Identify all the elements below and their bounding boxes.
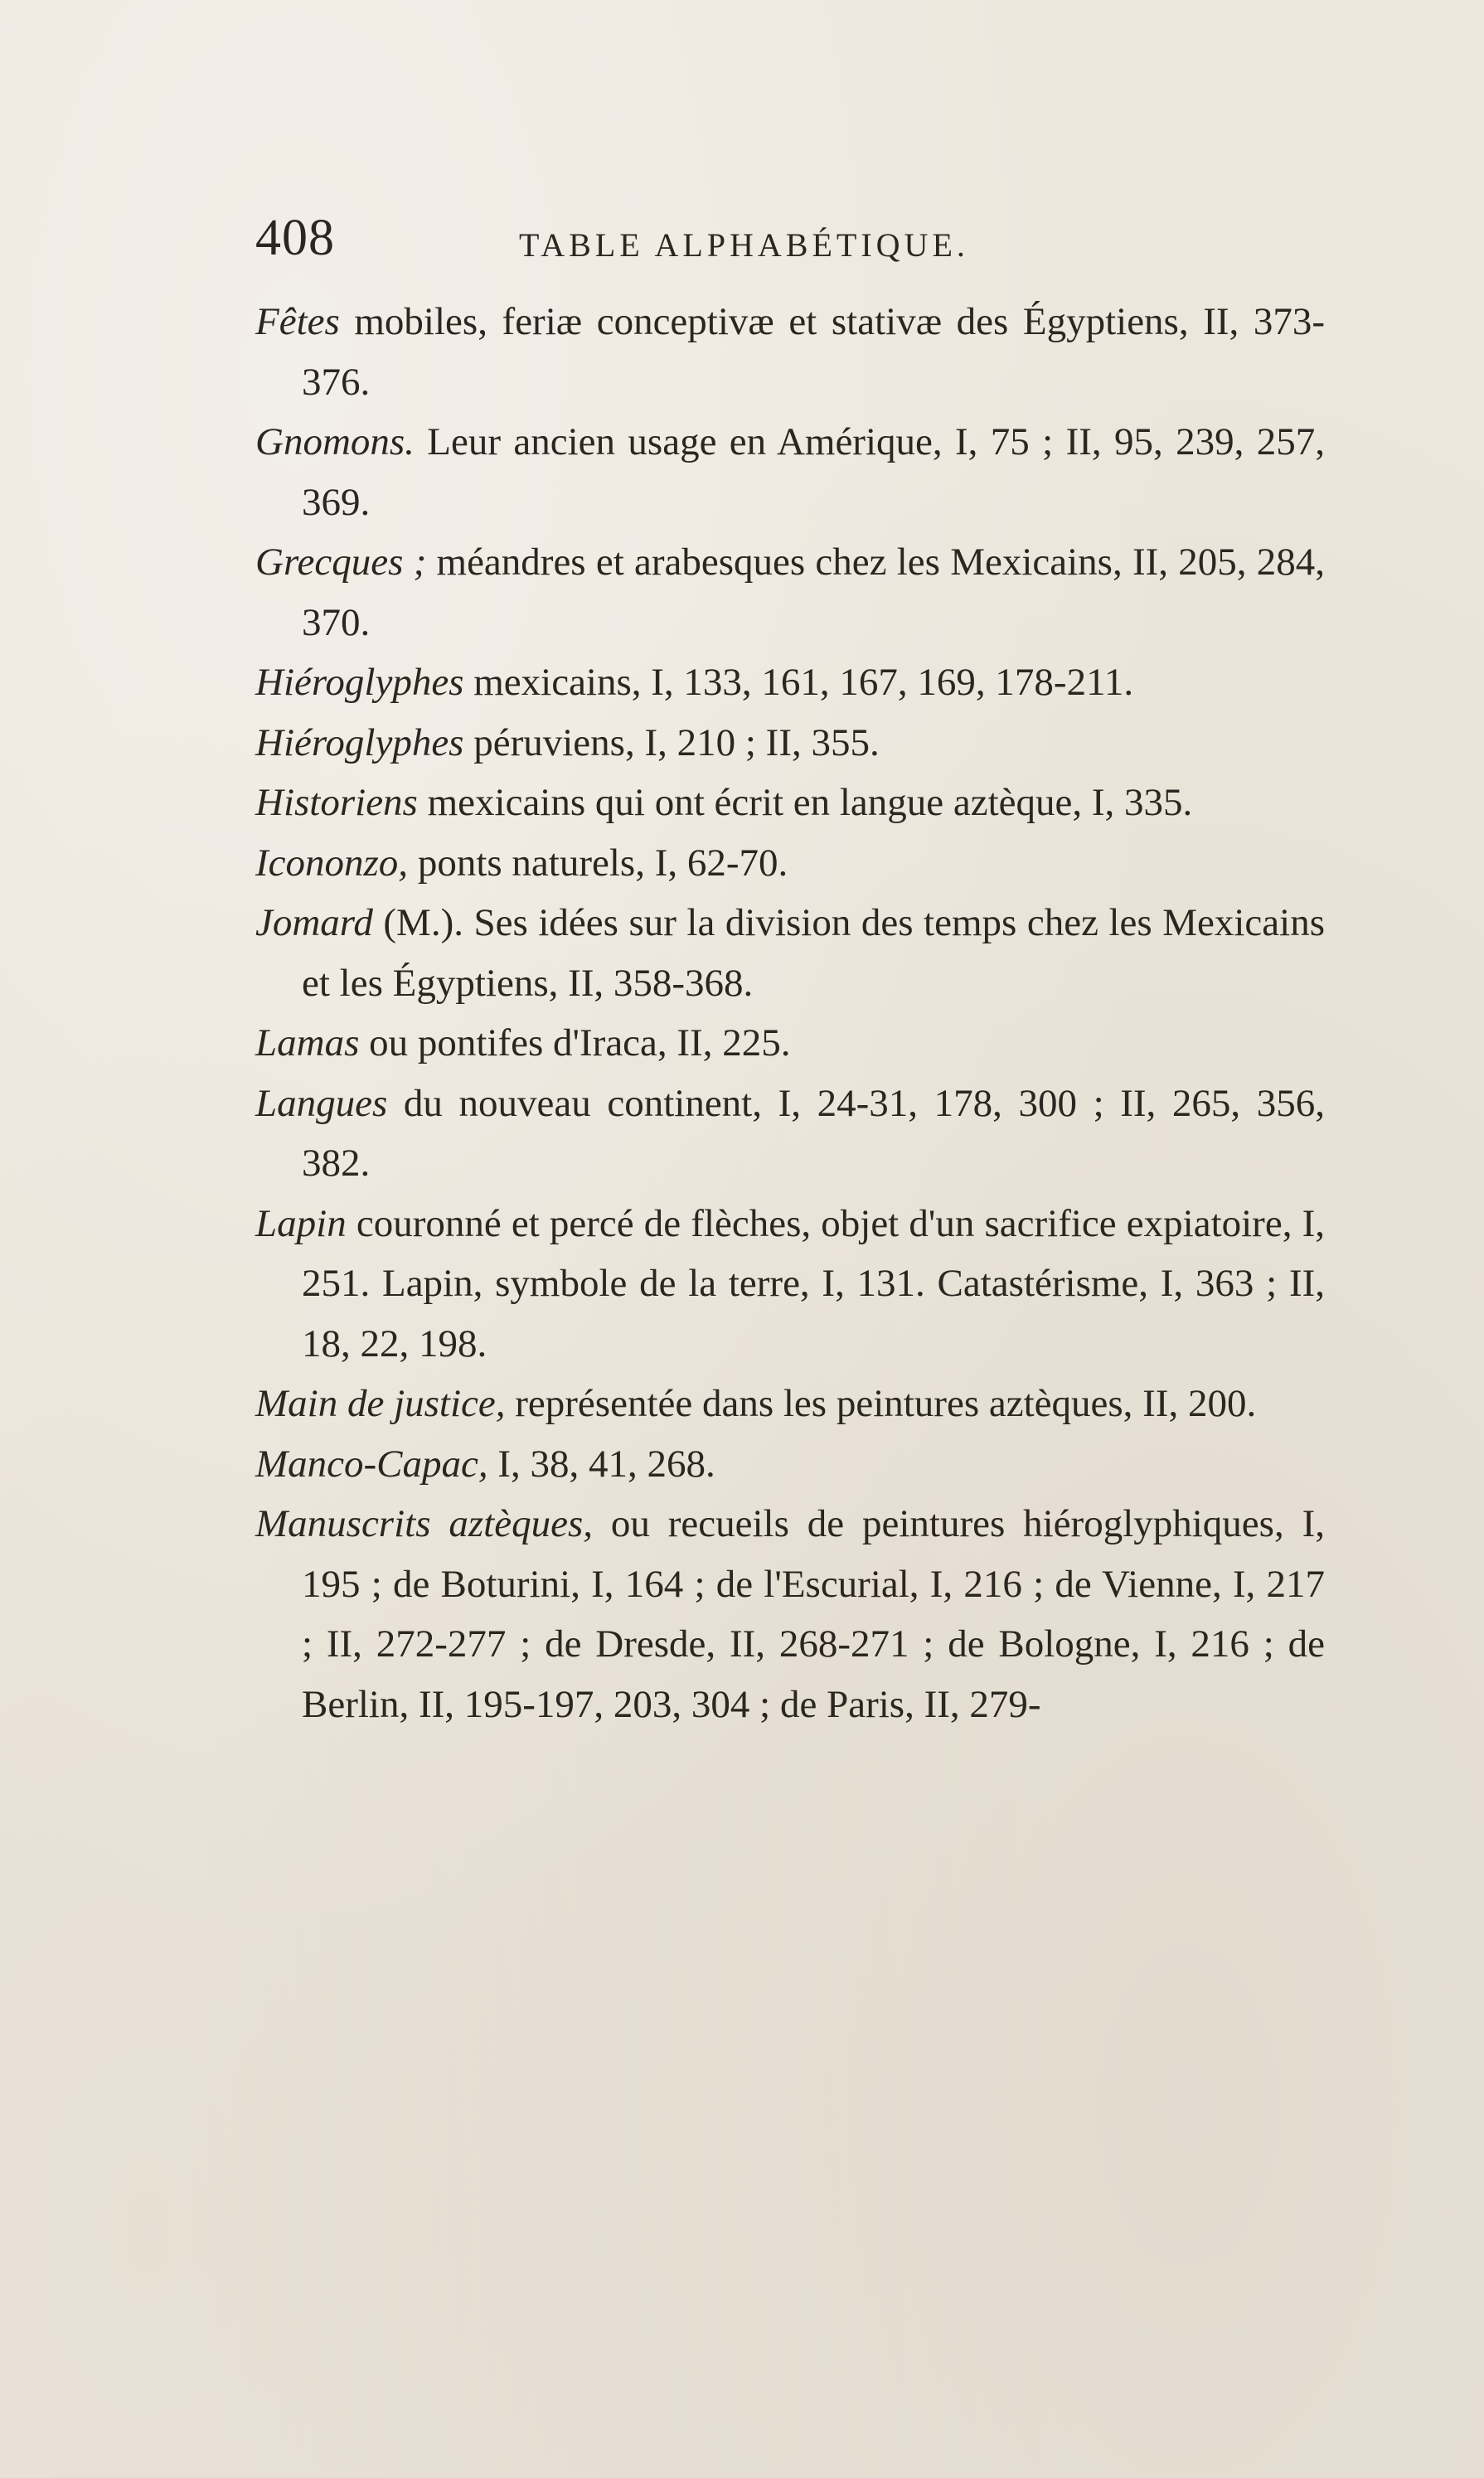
entry-text: péruviens, I, 210 ; II, 355. — [463, 720, 880, 764]
entry-term: Gnomons. — [255, 420, 415, 463]
entry-text: du nouveau continent, I, 24-31, 178, 300 ; II, 265, 356, 382. — [302, 1081, 1325, 1185]
entry-term: Grecques ; — [255, 541, 427, 584]
index-entry — [255, 833, 1325, 894]
entry-term: Jomard — [255, 901, 373, 944]
entry-term: Langues — [255, 1081, 388, 1125]
entry-text: mobiles, feriæ conceptivæ et stativæ des Égyptiens, II, 373-376. — [302, 300, 1325, 404]
entry-text: ou recueils de peintures hiéroglyphiques, I, 195 ; de Boturini, I, 164 ; de l'Escurial, I, 216 ; de Vienne, I, 217 ; II, 272-277 ; de Dresde, II, 268-271 ; de Bologne, I, 216 ; de Berlin, II, 195-197, 203, 304 ; de Paris, II, 279- — [302, 1502, 1325, 1726]
entry-text: Leur ancien usage en Amérique, I, 75 ; II, 95, 239, 257, 369. — [302, 420, 1325, 524]
entry-term: Hiéroglyphes — [255, 661, 464, 704]
entry-text: méandres et arabesques chez les Mexicains, II, 205, 284, 370. — [302, 541, 1325, 644]
index-entry — [255, 1194, 1325, 1375]
page-number: 408 — [255, 210, 335, 266]
index-entry — [255, 1494, 1325, 1734]
index-entry — [255, 773, 1325, 833]
entry-text: représentée dans les peintures aztèques, II, 200. — [505, 1382, 1257, 1425]
index-entry — [255, 292, 1325, 412]
entry-text: I, 38, 41, 268. — [487, 1442, 715, 1486]
entry-term: Main de justice, — [255, 1382, 506, 1425]
index-entry — [255, 652, 1325, 713]
entry-text: ponts naturels, I, 62-70. — [408, 841, 788, 885]
page-header — [255, 209, 1333, 284]
entry-term: Icononzo, — [255, 841, 409, 885]
entry-term: Lamas — [255, 1021, 360, 1064]
entry-term: Manco-Capac, — [255, 1442, 488, 1486]
entry-text: mexicains, I, 133, 161, 167, 169, 178-211. — [463, 661, 1134, 704]
entry-text: mexicains qui ont écrit en langue aztèque, I, 335. — [417, 781, 1193, 824]
entry-term: Hiéroglyphes — [255, 720, 464, 764]
index-entry — [255, 532, 1325, 652]
entry-term: Historiens — [255, 781, 418, 824]
index-entry — [255, 1434, 1325, 1495]
index-entry — [255, 1013, 1325, 1074]
index-entries — [255, 292, 1325, 1734]
index-entry — [255, 1374, 1325, 1434]
index-entry — [255, 412, 1325, 532]
entry-text: couronné et percé de flèches, objet d'un sacrifice expiatoire, I, 251. Lapin, symbole de la terre, I, 131. Catastérisme, I, 363 ; II, 18, 22, 198. — [302, 1201, 1325, 1365]
entry-text: ou pontifes d'Iraca, II, 225. — [359, 1021, 791, 1064]
index-entry — [255, 1074, 1325, 1194]
index-entry — [255, 893, 1325, 1013]
entry-term: Lapin — [255, 1201, 347, 1245]
entry-term: Fêtes — [255, 300, 340, 343]
entry-term: Manuscrits aztèques, — [255, 1502, 593, 1545]
entry-text: (M.). Ses idées sur la division des temps chez les Mexicains et les Égyptiens, II, 358-368. — [302, 901, 1325, 1005]
running-title: TABLE ALPHABÉTIQUE. — [519, 226, 969, 264]
index-entry — [255, 713, 1325, 773]
